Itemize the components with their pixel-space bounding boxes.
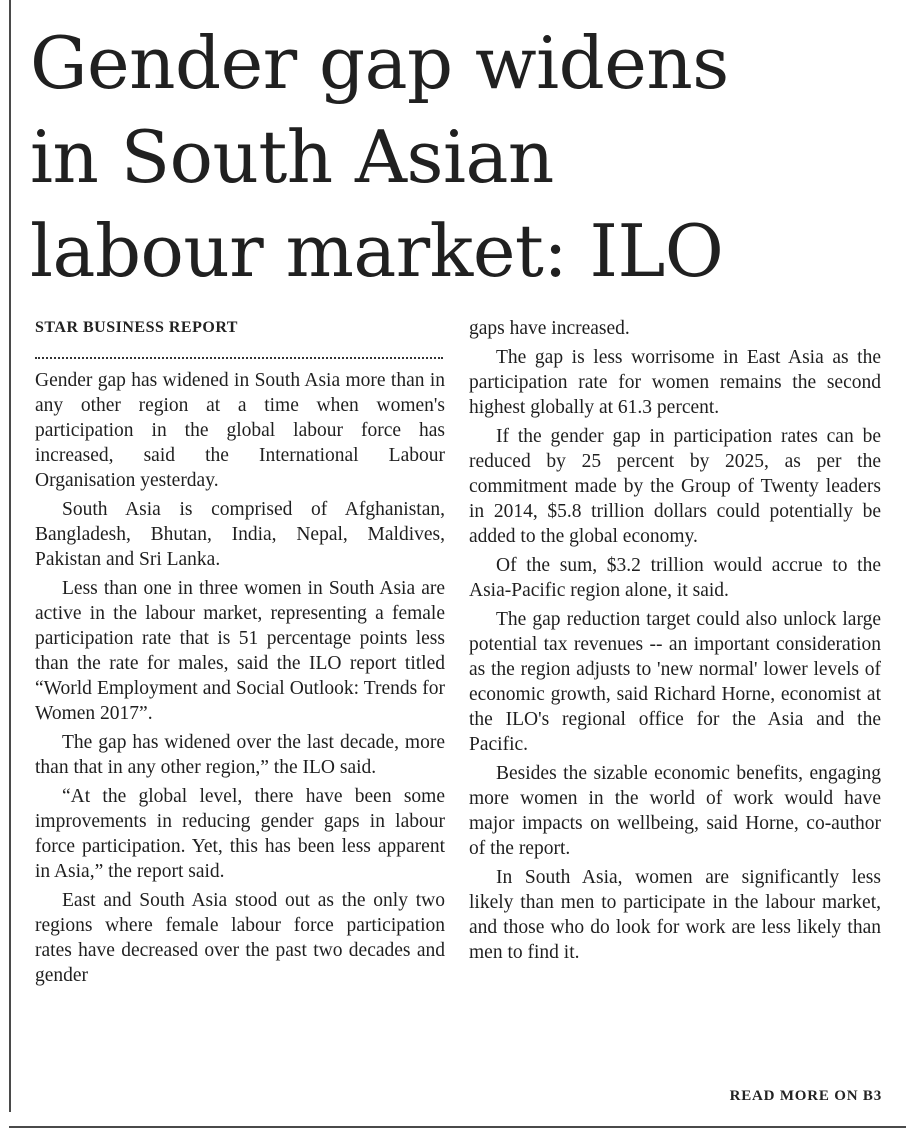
article-column-right [469,316,881,969]
read-more-reference: READ MORE ON B3 [729,1088,882,1104]
headline [30,16,890,298]
paragraph-right-7: In South Asia, women are significantly less likely than men to participate in the labour market, and those who do look for work are less likely than men to find it. [469,867,881,963]
paragraph-right-3: If the gender gap in participation rates can be reduced by 25 percent by 2025, as per the commitment made by the Group of Twenty leaders in 2014, $5.8 trillion dollars could potentially be added to the global economy. [469,426,881,547]
bottom-rule [9,1126,906,1128]
headline-line-3: labour market: ILO [30,209,724,293]
byline-dotted-divider [35,357,443,359]
paragraph-left-4: The gap has widened over the last decade, more than that in any other region,” the ILO said. [35,732,445,778]
paragraph-right-2: The gap is less worrisome in East Asia as the participation rate for women remains the second highest globally at 61.3 percent. [469,347,881,418]
paragraph-right-4: Of the sum, $3.2 trillion would accrue to the Asia-Pacific region alone, it said. [469,555,881,601]
paragraph-right-5: The gap reduction target could also unlock large potential tax revenues -- an important consideration as the region adjusts to 'new normal' lower levels of economic growth, said Richard Horne, economist at the ILO's regional office for the Asia and the Pacific. [469,609,881,755]
paragraph-left-6: East and South Asia stood out as the only two regions where female labour force participation rates have decreased over the past two decades and gender [35,890,445,986]
headline-line-1: Gender gap widens [30,21,729,105]
headline-line-2: in South Asian [30,115,554,199]
article-column-left [35,368,445,992]
paragraph-left-1: Gender gap has widened in South Asia more than in any other region at a time when women's participation in the global labour force has increased, said the International Labour Organisation yesterday. [35,370,445,491]
paragraph-left-5: “At the global level, there have been some improvements in reducing gender gaps in labour force participation. Yet, this has been less apparent in Asia,” the report said. [35,786,445,882]
paragraph-right-1: gaps have increased. [469,318,630,339]
paragraph-left-3: Less than one in three women in South Asia are active in the labour market, representing a female participation rate that is 51 percentage points less than the rate for males, said the ILO report titled “World Employment and Social Outlook: Trends for Women 2017”. [35,578,445,724]
paragraph-right-6: Besides the sizable economic benefits, engaging more women in the world of work would have major impacts on wellbeing, said Horne, co-author of the report. [469,763,881,859]
byline: STAR BUSINESS REPORT [35,319,238,336]
paragraph-left-2: South Asia is comprised of Afghanistan, Bangladesh, Bhutan, India, Nepal, Maldives, Pakistan and Sri Lanka. [35,499,445,570]
left-column-rule [9,0,11,1112]
